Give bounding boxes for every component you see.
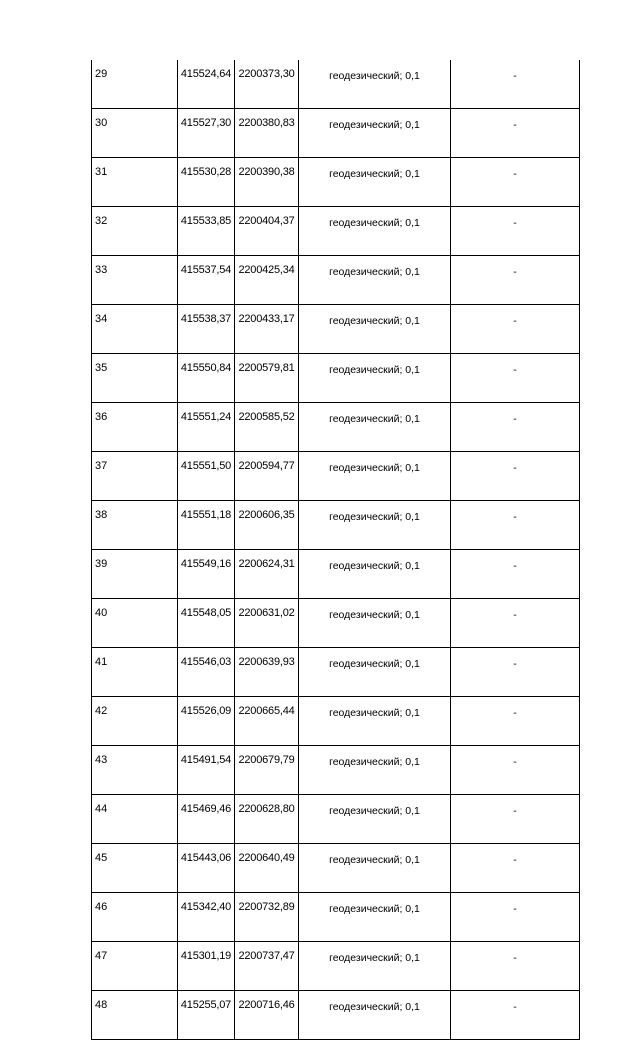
x-coordinate-cell: 415524,64 <box>178 60 235 109</box>
x-coordinate-cell: 415469,46 <box>178 795 235 844</box>
method-accuracy-cell: геодезический; 0,1 <box>299 599 451 648</box>
method-accuracy-cell: геодезический; 0,1 <box>299 403 451 452</box>
point-number-cell: 45 <box>92 844 178 893</box>
point-number-cell: 35 <box>92 354 178 403</box>
y-coordinate-cell: 2200640,49 <box>235 844 299 893</box>
table-row <box>92 697 580 746</box>
table-row <box>92 354 580 403</box>
method-accuracy-cell: геодезический; 0,1 <box>299 354 451 403</box>
y-coordinate-cell: 2200679,79 <box>235 746 299 795</box>
x-coordinate-cell: 415526,09 <box>178 697 235 746</box>
y-coordinate-cell: 2200404,37 <box>235 207 299 256</box>
method-accuracy-cell: геодезический; 0,1 <box>299 452 451 501</box>
point-number-cell: 29 <box>92 60 178 109</box>
y-coordinate-cell: 2200624,31 <box>235 550 299 599</box>
point-number-cell: 33 <box>92 256 178 305</box>
table-row <box>92 942 580 991</box>
y-coordinate-cell: 2200585,52 <box>235 403 299 452</box>
point-number-cell: 32 <box>92 207 178 256</box>
method-accuracy-cell: геодезический; 0,1 <box>299 942 451 991</box>
y-coordinate-cell: 2200425,34 <box>235 256 299 305</box>
y-coordinate-cell: 2200631,02 <box>235 599 299 648</box>
table-row <box>92 648 580 697</box>
point-number-cell: 44 <box>92 795 178 844</box>
point-description-cell: - <box>451 746 580 795</box>
point-description-cell: - <box>451 501 580 550</box>
table-row <box>92 452 580 501</box>
table-row <box>92 599 580 648</box>
x-coordinate-cell: 415527,30 <box>178 109 235 158</box>
y-coordinate-cell: 2200433,17 <box>235 305 299 354</box>
point-description-cell: - <box>451 158 580 207</box>
point-description-cell: - <box>451 60 580 109</box>
y-coordinate-cell: 2200606,35 <box>235 501 299 550</box>
table-row <box>92 501 580 550</box>
x-coordinate-cell: 415549,16 <box>178 550 235 599</box>
method-accuracy-cell: геодезический; 0,1 <box>299 893 451 942</box>
point-description-cell: - <box>451 599 580 648</box>
x-coordinate-cell: 415443,06 <box>178 844 235 893</box>
point-number-cell: 43 <box>92 746 178 795</box>
table-row <box>92 256 580 305</box>
point-number-cell: 41 <box>92 648 178 697</box>
x-coordinate-cell: 415530,28 <box>178 158 235 207</box>
coordinates-table-body <box>92 60 580 1040</box>
y-coordinate-cell: 2200380,83 <box>235 109 299 158</box>
point-number-cell: 46 <box>92 893 178 942</box>
point-number-cell: 36 <box>92 403 178 452</box>
y-coordinate-cell: 2200390,38 <box>235 158 299 207</box>
point-number-cell: 30 <box>92 109 178 158</box>
method-accuracy-cell: геодезический; 0,1 <box>299 648 451 697</box>
x-coordinate-cell: 415546,03 <box>178 648 235 697</box>
point-description-cell: - <box>451 648 580 697</box>
x-coordinate-cell: 415548,05 <box>178 599 235 648</box>
y-coordinate-cell: 2200594,77 <box>235 452 299 501</box>
point-description-cell: - <box>451 403 580 452</box>
x-coordinate-cell: 415342,40 <box>178 893 235 942</box>
table-row <box>92 893 580 942</box>
table-row <box>92 60 580 109</box>
x-coordinate-cell: 415255,07 <box>178 991 235 1040</box>
point-number-cell: 48 <box>92 991 178 1040</box>
table-row <box>92 550 580 599</box>
table-row <box>92 746 580 795</box>
y-coordinate-cell: 2200737,47 <box>235 942 299 991</box>
x-coordinate-cell: 415551,18 <box>178 501 235 550</box>
point-description-cell: - <box>451 844 580 893</box>
x-coordinate-cell: 415491,54 <box>178 746 235 795</box>
table-row <box>92 305 580 354</box>
y-coordinate-cell: 2200628,80 <box>235 795 299 844</box>
point-description-cell: - <box>451 697 580 746</box>
point-description-cell: - <box>451 893 580 942</box>
method-accuracy-cell: геодезический; 0,1 <box>299 256 451 305</box>
point-description-cell: - <box>451 354 580 403</box>
point-number-cell: 39 <box>92 550 178 599</box>
y-coordinate-cell: 2200639,93 <box>235 648 299 697</box>
method-accuracy-cell: геодезический; 0,1 <box>299 158 451 207</box>
method-accuracy-cell: геодезический; 0,1 <box>299 844 451 893</box>
point-number-cell: 40 <box>92 599 178 648</box>
method-accuracy-cell: геодезический; 0,1 <box>299 60 451 109</box>
point-description-cell: - <box>451 452 580 501</box>
table-row <box>92 109 580 158</box>
method-accuracy-cell: геодезический; 0,1 <box>299 305 451 354</box>
y-coordinate-cell: 2200665,44 <box>235 697 299 746</box>
point-description-cell: - <box>451 942 580 991</box>
method-accuracy-cell: геодезический; 0,1 <box>299 697 451 746</box>
table-row <box>92 403 580 452</box>
point-number-cell: 31 <box>92 158 178 207</box>
method-accuracy-cell: геодезический; 0,1 <box>299 991 451 1040</box>
point-description-cell: - <box>451 256 580 305</box>
method-accuracy-cell: геодезический; 0,1 <box>299 550 451 599</box>
method-accuracy-cell: геодезический; 0,1 <box>299 109 451 158</box>
point-number-cell: 42 <box>92 697 178 746</box>
x-coordinate-cell: 415551,50 <box>178 452 235 501</box>
point-number-cell: 37 <box>92 452 178 501</box>
x-coordinate-cell: 415533,85 <box>178 207 235 256</box>
x-coordinate-cell: 415551,24 <box>178 403 235 452</box>
point-number-cell: 47 <box>92 942 178 991</box>
table-row <box>92 991 580 1040</box>
method-accuracy-cell: геодезический; 0,1 <box>299 746 451 795</box>
point-description-cell: - <box>451 207 580 256</box>
y-coordinate-cell: 2200579,81 <box>235 354 299 403</box>
x-coordinate-cell: 415301,19 <box>178 942 235 991</box>
y-coordinate-cell: 2200373,30 <box>235 60 299 109</box>
table-row <box>92 844 580 893</box>
y-coordinate-cell: 2200716,46 <box>235 991 299 1040</box>
point-description-cell: - <box>451 991 580 1040</box>
method-accuracy-cell: геодезический; 0,1 <box>299 207 451 256</box>
x-coordinate-cell: 415537,54 <box>178 256 235 305</box>
point-description-cell: - <box>451 109 580 158</box>
method-accuracy-cell: геодезический; 0,1 <box>299 501 451 550</box>
point-number-cell: 38 <box>92 501 178 550</box>
point-number-cell: 34 <box>92 305 178 354</box>
table-row <box>92 158 580 207</box>
y-coordinate-cell: 2200732,89 <box>235 893 299 942</box>
method-accuracy-cell: геодезический; 0,1 <box>299 795 451 844</box>
table-row <box>92 207 580 256</box>
point-description-cell: - <box>451 550 580 599</box>
x-coordinate-cell: 415538,37 <box>178 305 235 354</box>
x-coordinate-cell: 415550,84 <box>178 354 235 403</box>
table-row <box>92 795 580 844</box>
point-description-cell: - <box>451 305 580 354</box>
point-description-cell: - <box>451 795 580 844</box>
coordinates-table <box>91 60 580 1040</box>
